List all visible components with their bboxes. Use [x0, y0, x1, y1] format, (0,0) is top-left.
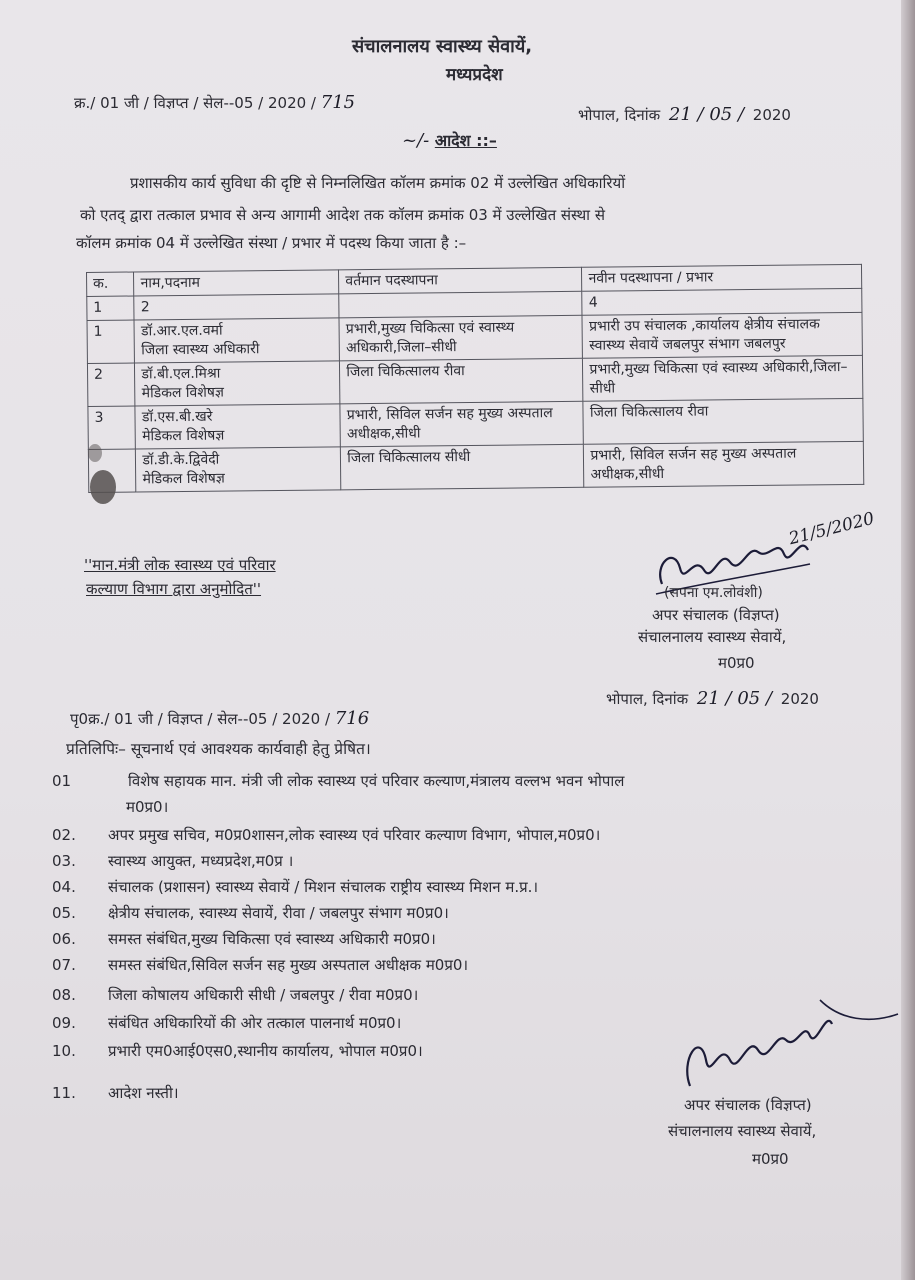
list-number: 10. [52, 1042, 76, 1060]
new-posting: जिला चिकित्सालय रीवा [583, 398, 863, 444]
reference-number [74, 94, 355, 112]
current-posting: प्रभारी,मुख्य चिकित्सा एवं स्वास्थ्य अधिकारी,जिला–सीधी [339, 315, 583, 361]
list-item [126, 798, 168, 816]
officer-name: डॉ.एस.बी.खरे [141, 408, 213, 426]
list-number: 11. [52, 1084, 76, 1102]
list-item [52, 904, 449, 922]
endorsement-reference [70, 710, 369, 728]
list-number: 08. [52, 986, 76, 1004]
officer-designation: मेडिकल विशेषज्ञ [142, 427, 225, 445]
state-heading: मध्यप्रदेश [446, 65, 503, 85]
endorsement-date-label: भोपाल, दिनांक [606, 690, 689, 708]
list-number: 03. [52, 852, 76, 870]
officer-cell [135, 361, 340, 406]
row-number: 2 [87, 363, 135, 406]
reference-printed: क्र./ 01 जी / विज्ञप्त / सेल--05 / 2020 / [74, 94, 316, 112]
column-number: 2 [134, 294, 339, 320]
officer-cell [134, 318, 339, 363]
current-posting: जिला चिकित्सालय सीधी [341, 444, 585, 490]
officer-designation: जिला स्वास्थ्य अधिकारी [141, 341, 260, 359]
header-current-posting: वर्तमान पदस्थापना [339, 267, 582, 294]
officer-cell [136, 447, 341, 492]
list-text: संचालक (प्रशासन) स्वास्थ्य सेवायें / मिशन संचालक राष्ट्रीय स्वास्थ्य मिशन म.प्र.। [108, 878, 539, 896]
new-posting: प्रभारी,मुख्य चिकित्सा एवं स्वास्थ्य अधिकारी,जिला–सीधी [583, 355, 863, 401]
officer-cell [135, 404, 340, 449]
header-sno: क. [87, 272, 135, 296]
header-new-posting: नवीन पदस्थापना / प्रभार [582, 264, 862, 291]
signatory-2-office: संचालनालय स्वास्थ्य सेवायें, [668, 1122, 817, 1140]
list-text: जिला कोषालय अधिकारी सीधी / जबलपुर / रीवा म0प्र0। [108, 986, 419, 1004]
date-handwritten: 21 / 05 / [668, 104, 745, 125]
body-line-2: को एतद् द्वारा तत्काल प्रभाव से अन्य आगामी आदेश तक कॉलम क्रमांक 03 में उल्लेखित संस्था से [80, 206, 605, 224]
signature-2 [670, 990, 900, 1100]
list-number: 09. [52, 1014, 76, 1032]
body-line-1: प्रशासकीय कार्य सुविधा की दृष्टि से निम्नलिखित कॉलम क्रमांक 02 में उल्लेखित अधिकारियों [130, 174, 626, 192]
approval-line-1: ''मान.मंत्री लोक स्वास्थ्य एवं परिवार [84, 556, 276, 574]
list-item [52, 772, 624, 790]
ink-smudge [90, 470, 116, 504]
list-item [52, 930, 436, 948]
signatory-name: (सपना एम.लोवंशी) [664, 585, 763, 601]
list-item [52, 852, 293, 870]
list-text: प्रभारी एम0आई0एस0,स्थानीय कार्यालय, भोपाल म0प्र0। [108, 1042, 423, 1060]
ink-smudge [88, 444, 102, 462]
list-number: 06. [52, 930, 76, 948]
list-item [52, 986, 418, 1004]
list-item [52, 1014, 401, 1032]
list-text: विशेष सहायक मान. मंत्री जी लोक स्वास्थ्य एवं परिवार कल्याण,मंत्रालय वल्लभ भवन भोपाल [128, 772, 625, 790]
reference-handwritten: 715 [320, 92, 356, 113]
list-text: म0प्र0। [126, 798, 169, 816]
officer-name: डॉ.डी.के.द्विवेदी [142, 451, 220, 469]
approval-line-2: कल्याण विभाग द्वारा अनुमोदित'' [86, 580, 262, 598]
new-posting: प्रभारी उप संचालक ,कार्यालय क्षेत्रीय संचालक स्वास्थ्य सेवायें जबलपुर संभाग जबलपुर [582, 312, 862, 358]
endorsement-year: 2020 [780, 690, 819, 708]
list-number: 07. [52, 956, 76, 974]
signatory-state: म0प्र0 [718, 654, 755, 672]
list-number: 01 [52, 772, 72, 790]
current-posting: जिला चिकित्सालय रीवा [340, 358, 584, 404]
list-item [52, 878, 538, 896]
signatory-2-state: म0प्र0 [752, 1150, 789, 1168]
new-posting: प्रभारी, सिविल सर्जन सह मुख्य अस्पताल अधीक्षक,सीधी [584, 441, 864, 487]
place-date-label: भोपाल, दिनांक [578, 106, 661, 124]
row-number: 1 [87, 320, 135, 363]
office-heading: संचालनालय स्वास्थ्य सेवायें, [352, 36, 533, 57]
list-item [52, 826, 600, 844]
endorsement-ref-handwritten: 716 [334, 708, 370, 729]
list-item [52, 1042, 423, 1060]
column-number: 4 [582, 288, 862, 315]
column-number [339, 291, 582, 318]
officer-designation: मेडिकल विशेषज्ञ [142, 470, 225, 488]
transfer-table [86, 264, 864, 493]
list-number: 05. [52, 904, 76, 922]
header-name: नाम,पदनाम [134, 270, 339, 296]
officer-name: डॉ.बी.एल.मिश्रा [141, 365, 221, 383]
list-text: संबंधित अधिकारियों की ओर तत्काल पालनार्थ म0प्र0। [108, 1014, 402, 1032]
list-item [52, 1084, 179, 1102]
officer-designation: मेडिकल विशेषज्ञ [141, 384, 224, 402]
list-text: समस्त संबंधित,मुख्य चिकित्सा एवं स्वास्थ्य अधिकारी म0प्र0। [108, 930, 436, 948]
order-title: ~/- आदेश ::– [402, 130, 497, 151]
signatory-2-title: अपर संचालक (विज्ञप्त) [684, 1096, 812, 1114]
copy-to-line: प्रतिलिपिः– सूचनार्थ एवं आवश्यक कार्यवाही हेतु प्रेषित। [66, 740, 371, 758]
row-number: 3 [88, 406, 136, 449]
signatory-title: अपर संचालक (विज्ञप्त) [652, 606, 780, 624]
signatory-office: संचालनालय स्वास्थ्य सेवायें, [638, 628, 787, 646]
table-row [88, 441, 863, 492]
signature-date: 21/5/2020 [786, 508, 877, 550]
list-number: 02. [52, 826, 76, 844]
page-edge-shadow [901, 0, 915, 1280]
list-text: स्वास्थ्य आयुक्त, मध्यप्रदेश,म0प्र । [108, 852, 294, 870]
list-number: 04. [52, 878, 76, 896]
list-text: आदेश नस्ती। [108, 1084, 179, 1102]
body-line-3: कॉलम क्रमांक 04 में उल्लेखित संस्था / प्रभार में पदस्थ किया जाता है :– [76, 234, 467, 252]
list-text: अपर प्रमुख सचिव, म0प्र0शासन,लोक स्वास्थ्य एवं परिवार कल्याण विभाग, भोपाल,म0प्र0। [108, 826, 601, 844]
list-item [52, 956, 468, 974]
current-posting: प्रभारी, सिविल सर्जन सह मुख्य अस्पताल अधीक्षक,सीधी [340, 401, 584, 447]
endorsement-date-handwritten: 21 / 05 / [696, 688, 773, 709]
list-text: क्षेत्रीय संचालक, स्वास्थ्य सेवायें, रीवा / जबलपुर संभाग म0प्र0। [108, 904, 449, 922]
list-text: समस्त संबंधित,सिविल सर्जन सह मुख्य अस्पताल अधीक्षक म0प्र0। [108, 956, 469, 974]
endorsement-place-date [606, 690, 819, 708]
endorsement-ref-printed: पृ0क्र./ 01 जी / विज्ञप्त / सेल--05 / 2020 / [70, 710, 331, 728]
column-number: 1 [87, 296, 135, 320]
date-year: 2020 [752, 106, 791, 124]
officer-name: डॉ.आर.एल.वर्मा [140, 322, 223, 340]
place-date [578, 106, 791, 124]
